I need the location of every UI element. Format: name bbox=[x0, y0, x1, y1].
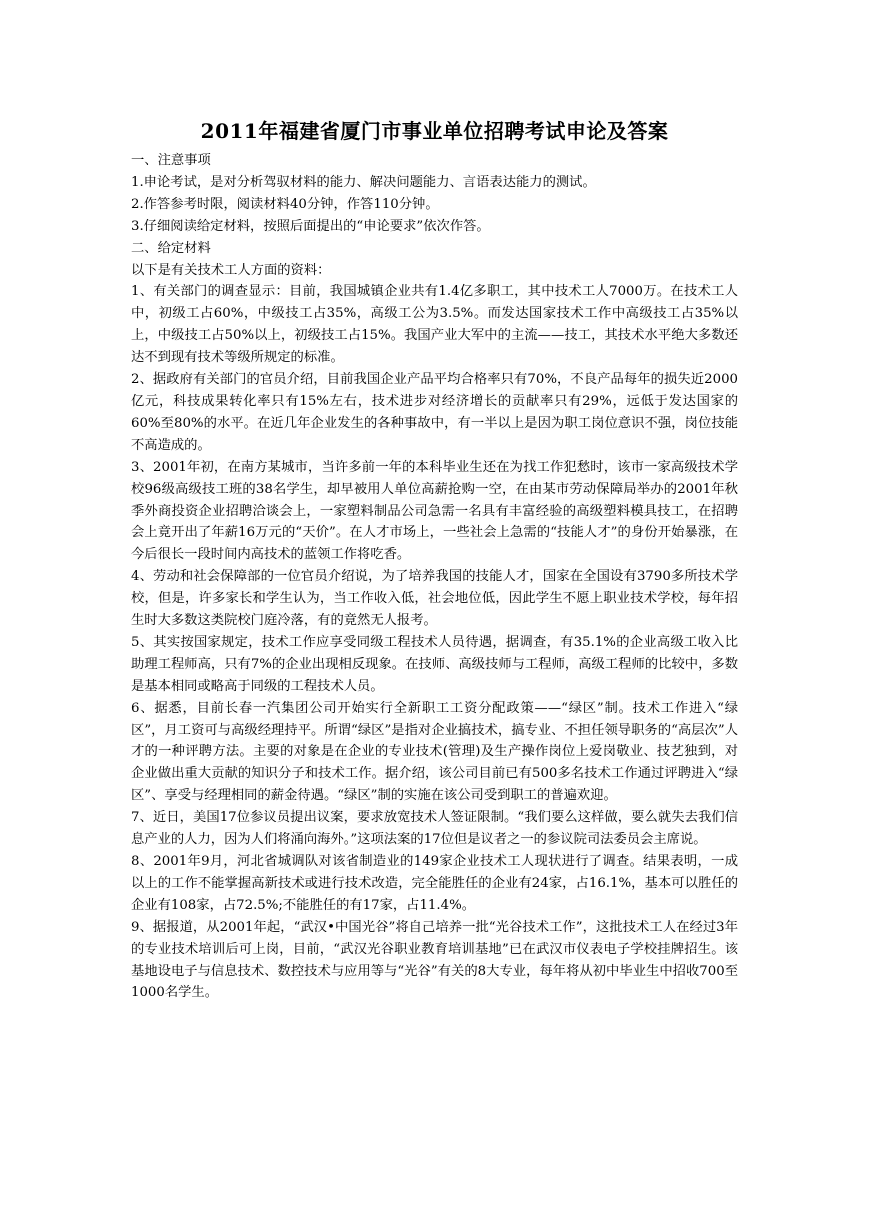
material-paragraph-5: 5、其实按国家规定，技术工作应享受同级工程技术人员待遇，据调查，有35.1%的企业高级工收入比助理工程师高，只有7%的企业出现相反现象。在技师、高级技师与工程师，高级工程师的比较中，多数是基本相同或略高于同级的工程技术人员。 bbox=[131, 634, 738, 694]
material-paragraph-4: 4、劳动和社会保障部的一位官员介绍说，为了培养我国的技能人才，国家在全国设有3790多所技术学校，但是，许多家长和学生认为，当工作收入低，社会地位低，因此学生不愿上职业技术学校，每年招生时大多数这类院校门庭冷落，有的竟然无人报考。 bbox=[131, 569, 738, 629]
document-body bbox=[131, 150, 738, 1004]
note-item-2: 2.作答参考时限，阅读材料40分钟，作答110分钟。 bbox=[131, 196, 439, 212]
section-heading-materials: 二、给定材料 bbox=[131, 240, 211, 256]
material-paragraph-8: 8、2001年9月，河北省城调队对该省制造业的149家企业技术工人现状进行了调查。结果表明，一成以上的工作不能掌握高新技术或进行技术改造，完全能胜任的企业有24家，占16.1%，基本可以胜任的企业有108家，占72.5%;不能胜任的有17家，占11.4%。 bbox=[131, 854, 738, 913]
material-paragraph-9: 9、据报道，从2001年起，“武汉•中国光谷”将自己培养一批“光谷技术工作”，这批技术工人在经过3年的专业技术培训后可上岗，目前，“武汉光谷职业教育培训基地”已在武汉市仪表电子学校挂牌招生。该基地设电子与信息技术、数控技术与应用等与“光谷”有关的8大专业，每年将从初中毕业生中招收700至1000名学生。 bbox=[131, 919, 738, 1001]
section-heading-notes: 一、注意事项 bbox=[131, 153, 211, 168]
note-item-1: 1.申论考试，是对分析驾驭材料的能力、解决问题能力、言语表达能力的测试。 bbox=[131, 174, 596, 190]
material-paragraph-6: 6、据悉，目前长春一汽集团公司开始实行全新职工工资分配政策——“绿区”制。技术工作进入“绿区”，月工资可与高级经理持平。所谓“绿区”是指对企业搞技术，搞专业、不担任领导职务的“高层次”人才的一种评聘方法。主要的对象是在企业的专业技术(管理)及生产操作岗位上爱岗敬业、技艺独到，对企业做出重大贡献的知识分子和技术工作。据介绍，该公司目前已有500多名技术工作通过评聘进入“绿区”、享受与经理相同的薪金待遇。“绿区”制的实施在该公司受到职工的普遍欢迎。 bbox=[131, 700, 738, 804]
material-paragraph-3: 3、2001年初，在南方某城市，当许多前一年的本科毕业生还在为找工作犯愁时，该市一家高级技术学校96级高级技工班的38名学生，却早被用人单位高薪抢购一空，在由某市劳动保障局举办的2001年秋季外商投资企业招聘洽谈会上，一家塑料制品公司急需一名具有丰富经验的高级塑料模具技工，在招聘会上竟开出了年薪16万元的“天价”。在人才市场上，一些社会上急需的“技能人才”的身份开始暴涨，在今后很长一段时间内高技术的蓝领工作将吃香。 bbox=[131, 459, 738, 563]
material-paragraph-7: 7、近日，美国17位参议员提出议案，要求放宽技术人签证限制。“我们要么这样做，要么就失去我们信息产业的人力，因为人们将涌向海外。”这项法案的17位但是议者之一的参议院司法委员会主席说。 bbox=[131, 810, 738, 848]
material-paragraph-2: 2、据政府有关部门的官员介绍，目前我国企业产品平均合格率只有70%，不良产品每年的损失近2000亿元，科技成果转化率只有15%左右，技术进步对经济增长的贡献率只有29%，远低于发达国家的60%至80%的水平。在近几年企业发生的各种事故中，有一半以上是因为职工岗位意识不强，岗位技能不高造成的。 bbox=[131, 372, 738, 453]
document-title: 2011年福建省厦门市事业单位招聘考试申论及答案 bbox=[200, 119, 669, 143]
materials-intro: 以下是有关技术工人方面的资料： bbox=[131, 262, 331, 278]
material-paragraph-1: 1、有关部门的调查显示：目前，我国城镇企业共有1.4亿多职工，其中技术工人7000万。在技术工人中，初级工占60%，中级技工占35%，高级工公为3.5%。而发达国家技术工作中高级技工占35%以上，中级技工占50%以上，初级技工占15%。我国产业大军中的主流——技工，其技术水平绝大多数还达不到现有技术等级所规定的标准。 bbox=[131, 284, 738, 366]
note-item-3: 3.仔细阅读给定材料，按照后面提出的“申论要求”依次作答。 bbox=[131, 218, 490, 234]
